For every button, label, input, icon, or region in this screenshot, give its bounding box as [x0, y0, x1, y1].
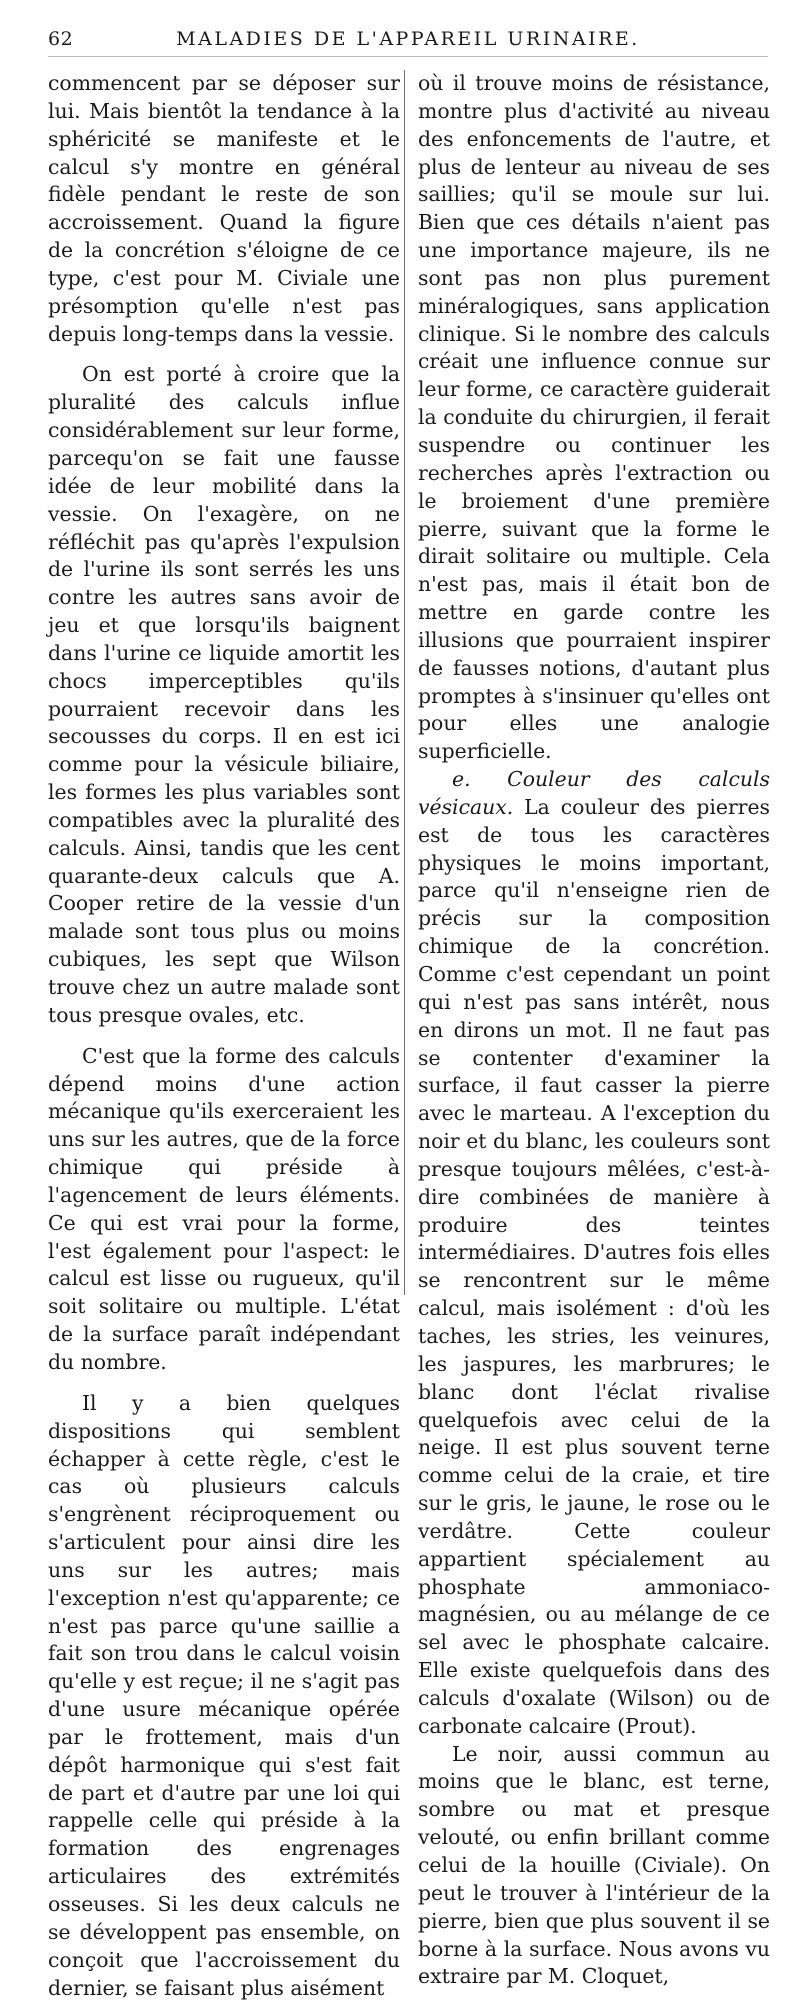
page-header — [48, 16, 768, 57]
right-column — [418, 70, 770, 1989]
section-paragraph — [418, 766, 770, 1741]
page-number: 62 — [48, 28, 74, 50]
left-column — [48, 70, 400, 2000]
column-divider — [404, 70, 405, 1295]
paragraph: où il trouve moins de résistance, montre plus d'activité au niveau des enfoncements de l'autre, et plus de lenteur au niveau de ses saillies; qu'il se moule sur lui. Bien que ces détails n'aient pas une importance majeure, ils ne sont pas non plus purement minéralogiques, sans application clinique. Si le nombre des calculs créait une influence connue sur leur forme, ce caractère guiderait la conduite du chirurgien, il ferait suspendre ou continuer les recherches après l'extraction ou le broiement d'une première pierre, suivant que la forme le dirait solitaire ou multiple. Cela n'est pas, mais il était bon de mettre en garde contre les illusions que pourraient inspirer de fausses notions, d'autant plus promptes à s'insinuer qu'elles ont pour elles une analogie superficielle. — [418, 71, 770, 764]
section-heading: e. Couleur des calculs vésicaux. — [418, 767, 770, 819]
paragraph: On est porté à croire que la pluralité des calculs influe considérablement sur leur forme, parcequ'on se fait une fausse idée de leur mobilité dans la vessie. On l'exagère, on ne réfléchit pas qu'après l'expulsion de l'urine ils sont serrés les uns contre les autres sans avoir de jeu et que lorsqu'ils baignent dans l'urine ce liquide amortit les chocs imperceptibles qu'ils pourraient recevoir dans les secousses du corps. Il en est ici comme pour la vésicule biliaire, les formes les plus variables sont compatibles avec la pluralité des calculs. Ainsi, tandis que les cent quarante-deux calculs que A. Cooper retire de la vessie d'un malade sont tous plus ou moins cubiques, les sept que Wilson trouve chez un autre malade sont tous presque ovales, etc. — [48, 362, 400, 1027]
paragraph: Le noir, aussi commun au moins que le blanc, est terne, sombre ou mat et presque velouté, ou enfin brillant comme celui de la houille (Civiale). On peut le trouver à l'intérieur de la pierre, bien que plus souvent il se borne à la surface. Nous avons vu extraire par M. Cloquet, — [418, 1741, 770, 1989]
section-text: La couleur des pierres est de tous les caractères physiques le moins important, parce qu'il n'enseigne rien de précis sur la composition chimique de la concrétion. Comme c'est cependant un point qui n'est pas sans intérêt, nous en dirons un mot. Il ne faut pas se contenter d'examiner la surface, il faut casser la pierre avec le marteau. A l'exception du noir et du blanc, les couleurs sont presque toujours mêlées, c'est-à-dire combinées de manière à produire des teintes intermédiaires. D'autres fois elles se rencontrent sur le même calcul, mais isolément : d'où les taches, les stries, les veinures, les jaspures, les marbrures; le blanc dont l'éclat rivalise quelquefois avec celui de la neige. Il est plus souvent terne comme celui de la craie, et tire sur le gris, le jaune, le rose ou le verdâtre. Cette couleur appartient spécialement au phosphate ammoniaco-magnésien, ou au mélange de ce sel avec le phosphate calcaire. Elle existe quelquefois dans des calculs d'oxalate (Wilson) ou de carbonate calcaire (Prout). — [418, 794, 770, 1738]
paragraph: commencent par se déposer sur lui. Mais bientôt la tendance à la sphéricité se manifeste et le calcul s'y montre en général fidèle pendant le reste de son accroissement. Quand la figure de la concrétion s'éloigne de ce type, c'est pour M. Civiale une présomption qu'elle n'est pas depuis long-temps dans la vessie. — [48, 71, 400, 346]
running-title: MALADIES DE L'APPAREIL URINAIRE. — [176, 28, 640, 50]
paragraph: C'est que la forme des calculs dépend moins d'une action mécanique qu'ils exerceraient les uns sur les autres, que de la force chimique qui préside à l'agencement de leurs éléments. Ce qui est vrai pour la forme, l'est également pour l'aspect: le calcul est lisse ou rugueux, qu'il soit solitaire ou multiple. L'état de la surface paraît indépendant du nombre. — [48, 1043, 400, 1374]
paragraph: Il y a bien quelques dispositions qui semblent échapper à cette règle, c'est le cas où plusieurs calculs s'engrènent réciproquement ou s'articulent pour ainsi dire les uns sur les autres; mais l'exception n'est qu'apparente; ce n'est pas parce qu'une saillie a fait son trou dans le calcul voisin qu'elle y est reçue; il ne s'agit pas d'une usure mécanique opérée par le frottement, mais d'un dépôt harmonique qui s'est fait de part et d'autre par une loi qui rappelle celle qui préside à la formation des engrenages articulaires des extrémités osseuses. Si les deux calculs ne se développent pas ensemble, on conçoit que l'accroissement du dernier, se faisant plus aisément — [48, 1390, 400, 2000]
